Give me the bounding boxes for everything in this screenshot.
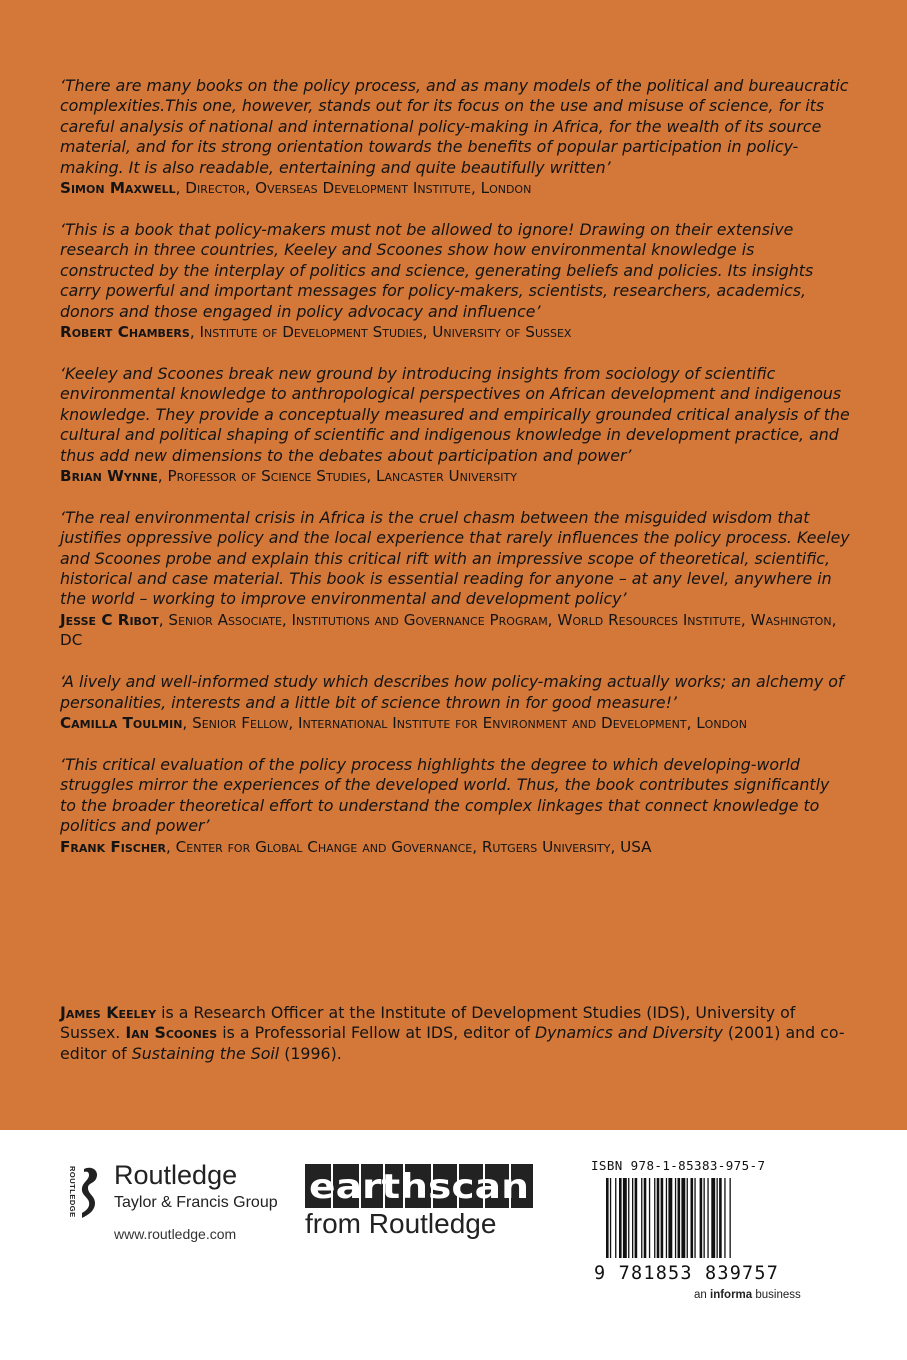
endorsement-quote: ‘This is a book that policy-makers must not be allowed to ignore! Drawing on their extensive research in three countries, Keeley and Scoones show how environmental knowledge is constructed by the interplay of politics and science, generating beliefs and policies. Its insights carry powerful and important messages for policy-makers, scientists, researchers, academics, donors and those engaged in policy advocacy and influence’ Robert Chambers, Institute of Development Studies, University of Sussex	[60, 220, 850, 342]
barcode-bar	[619, 1178, 622, 1258]
isbn-text: ISBN 978-1-85383-975-7	[591, 1158, 766, 1173]
barcode-bar	[657, 1178, 660, 1258]
barcode-bar	[632, 1178, 633, 1258]
endorsement-attribution: Camilla Toulmin, Senior Fellow, International Institute for Environment and Development, London	[60, 713, 747, 732]
barcode-bar	[668, 1178, 672, 1258]
routledge-name: Routledge	[114, 1160, 238, 1190]
barcode-bar	[649, 1178, 650, 1258]
barcode-bar	[654, 1178, 655, 1258]
barcode-bar	[641, 1178, 642, 1258]
barcode-bar	[635, 1178, 638, 1258]
endorsement-quote: ‘There are many books on the policy process, and as many models of the political and bureaucratic complexities.This one, however, stands out for its focus on the use and misuse of science, for its careful analysis of national and international policy-making in Africa, for the wealth of its source material, and for its strong orientation towards the benefits of popular participation in policy-making. It is also readable, entertaining and quite beautifully written’ Simon Maxwell, Director, Overseas Development Institute, London	[60, 76, 849, 198]
barcode-bar	[691, 1178, 694, 1258]
barcode-bar	[687, 1178, 688, 1258]
barcode-bar	[678, 1178, 681, 1258]
endorsement-quote: ‘The real environmental crisis in Africa is the cruel chasm between the misguided wisdom that justifies oppressive policy and the local experience that rarely influences the policy process. Keeley and Scoones probe and explain this critical rift with an impressive scope of theoretical, scientific, historical and case material. This book is essential reading for anyone – at any level, anywhere in the world – working to improve environmental and development policy’ Jesse C Ribot, Senior Associate, Institutions and Governance Program, World Resources Institute, Washington, DC	[60, 507, 850, 650]
earthscan-logo	[305, 1164, 533, 1208]
barcode-bar	[623, 1178, 627, 1258]
endorsement-attribution: Jesse C Ribot, Senior Associate, Institutions and Governance Program, World Resources Institute, Washington, DC	[60, 610, 837, 650]
barcode-bar	[719, 1178, 722, 1258]
informa-tagline: an informa business	[694, 1289, 801, 1301]
ean-number: 9 781853 839757	[594, 1263, 780, 1284]
barcode-bar	[615, 1178, 616, 1258]
barcode-bar	[730, 1178, 731, 1258]
publisher-url: www.routledge.com	[114, 1226, 237, 1242]
endorsement-attribution: Simon Maxwell, Director, Overseas Development Institute, London	[60, 179, 532, 198]
barcode-bar	[704, 1178, 705, 1258]
earthscan-subtitle: from Routledge	[305, 1208, 497, 1239]
routledge-logo-icon	[62, 1163, 102, 1221]
barcode	[606, 1178, 791, 1270]
barcode-bar	[606, 1178, 609, 1258]
svg-text:earthscan: earthscan	[309, 1167, 529, 1207]
endorsement-quote: ‘This critical evaluation of the policy process highlights the degree to which developing-world struggles mirror the experiences of the developed world. Thus, the book contributes significantly to the broader theoretical effort to understand the complex linkages that connect knowledge to politics and power’ Frank Fischer, Center for Global Change and Governance, Rutgers University, USA	[60, 755, 850, 857]
barcode-bar	[694, 1178, 695, 1258]
endorsement-quote: ‘A lively and well-informed study which describes how policy-making actually works; an alchemy of personalities, interests and a little bit of science thrown in for good measure!’ Camilla Toulmin, Senior Fellow, International Institute for Environment and Development, London	[60, 672, 850, 733]
barcode-bar	[724, 1178, 725, 1258]
endorsement-attribution: Frank Fischer, Center for Global Change and Governance, Rutgers University, USA	[60, 837, 652, 856]
barcode-bar	[711, 1178, 715, 1258]
author-bio: James Keeley is a Research Officer at the Institute of Development Studies (IDS), University of Sussex. Ian Scoones is a Professorial Fellow at IDS, editor of Dynamics and Diversity (2001) and co-editor of Sustaining the Soil (1996).	[60, 1002, 845, 1063]
barcode-bar	[628, 1178, 629, 1258]
barcode-bar	[707, 1178, 708, 1258]
barcode-bar	[666, 1178, 667, 1258]
barcode-bar	[661, 1178, 664, 1258]
barcode-bar	[681, 1178, 685, 1258]
barcode-bar	[717, 1178, 718, 1258]
endorsement-attribution: Robert Chambers, Institute of Development Studies, University of Sussex	[60, 322, 572, 341]
barcode-bar	[675, 1178, 676, 1258]
endorsement-attribution: Brian Wynne, Professor of Science Studies, Lancaster University	[60, 466, 517, 485]
barcode-bar	[644, 1178, 647, 1258]
publisher-group: Taylor & Francis Group	[114, 1194, 278, 1211]
publisher-footer	[0, 1130, 907, 1360]
endorsements	[60, 76, 850, 878]
barcode-bar	[610, 1178, 611, 1258]
barcode-bar	[700, 1178, 703, 1258]
svg-text:ROUTLEDGE: ROUTLEDGE	[68, 1166, 77, 1218]
endorsement-quote: ‘Keeley and Scoones break new ground by introducing insights from sociology of scientific environmental knowledge to anthropological perspectives on African development and indigenous knowledge. They provide a conceptually measured and empirically grounded critical analysis of the cultural and political shaping of scientific and indigenous knowledge in development practice, and thus add new dimensions to the debates about participation and power’ Brian Wynne, Professor of Science Studies, Lancaster University	[60, 363, 850, 485]
